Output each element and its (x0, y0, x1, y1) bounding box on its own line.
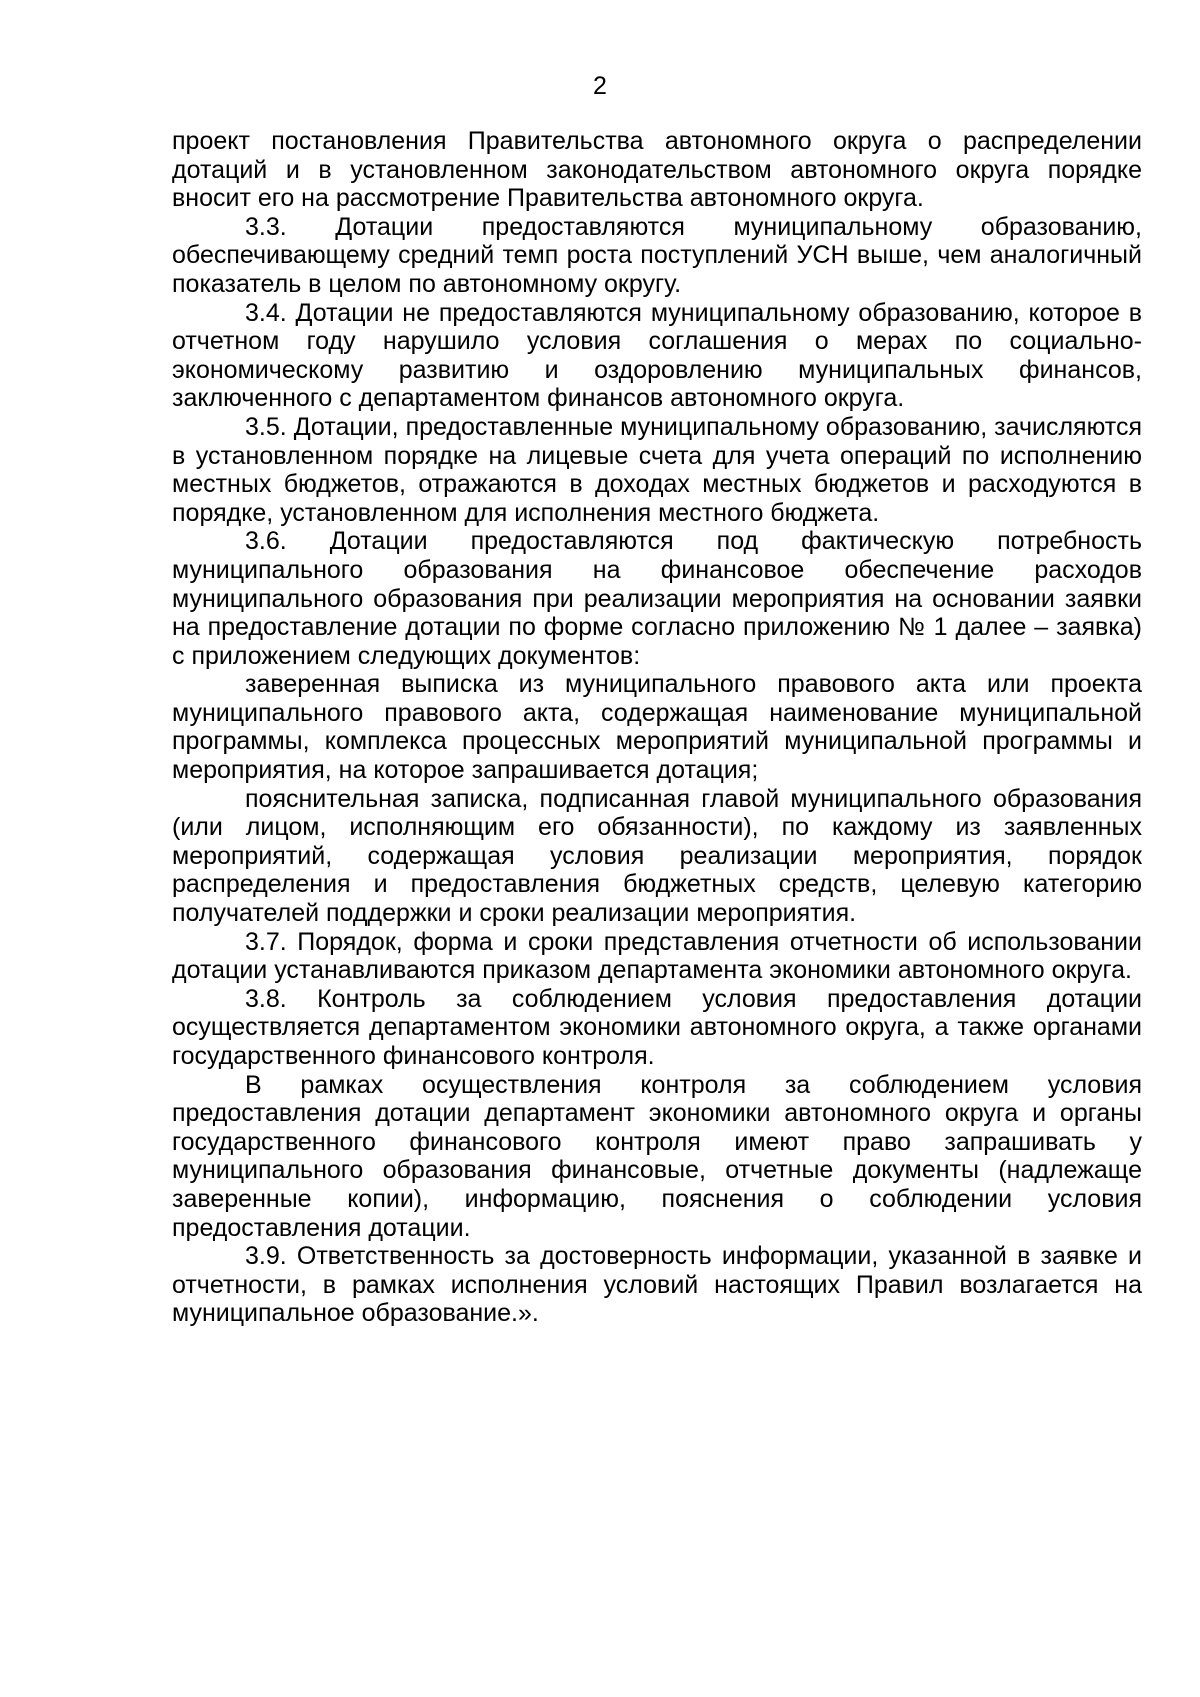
paragraph-intro-continuation: проект постановления Правительства автономного округа о распределении дотаций и в установленном законодательством автономного округа порядке вносит его на рассмотрение Правительства автономного округа. (172, 127, 1142, 213)
paragraph-3-9: 3.9. Ответственность за достоверность информации, указанной в заявке и отчетности, в рамках исполнения условий настоящих Правил возлагается на муниципальное образование.». (172, 1242, 1142, 1328)
paragraph-3-8: 3.8. Контроль за соблюдением условия предоставления дотации осуществляется департаментом экономики автономного округа, а также органами государственного финансового контроля. (172, 984, 1142, 1070)
document-body (172, 127, 1142, 1328)
page-number: 2 (593, 72, 607, 100)
paragraph-3-7: 3.7. Порядок, форма и сроки представления отчетности об использовании дотации устанавливаются приказом департамента экономики автономного округа. (172, 927, 1142, 985)
paragraph-3-6-item-extract: заверенная выписка из муниципального правового акта или проекта муниципального правового акта, содержащая наименование муниципальной программы, комплекса процессных мероприятий муниципальной программы и мероприятия, на которое запрашивается дотация; (172, 670, 1142, 785)
paragraph-3-8-control: В рамках осуществления контроля за соблюдением условия предоставления дотации департамент экономики автономного округа и органы государственного финансового контроля имеют право запрашивать у муниципального образования финансовые, отчетные документы (надлежаще заверенные копии), информацию, пояснения о соблюдении условия предоставления дотации. (172, 1070, 1142, 1242)
paragraph-3-4: 3.4. Дотации не предоставляются муниципальному образованию, которое в отчетном году нарушило условия соглашения о мерах по социально-экономическому развитию и оздоровлению муниципальных финансов, заключенного с департаментом финансов автономного округа. (172, 298, 1142, 413)
paragraph-3-6-item-note: пояснительная записка, подписанная главой муниципального образования (или лицом, исполняющим его обязанности), по каждому из заявленных мероприятий, содержащая условия реализации мероприятия, порядок распределения и предоставления бюджетных средств, целевую категорию получателей поддержки и сроки реализации мероприятия. (172, 784, 1142, 928)
paragraph-3-6: 3.6. Дотации предоставляются под фактическую потребность муниципального образования на финансовое обеспечение расходов муниципального образования при реализации мероприятия на основании заявки на предоставление дотации по форме согласно приложению № 1 далее – заявка) с приложением следующих документов: (172, 527, 1142, 670)
paragraph-3-5: 3.5. Дотации, предоставленные муниципальному образованию, зачисляются в установленном порядке на лицевые счета для учета операций по исполнению местных бюджетов, отражаются в доходах местных бюджетов и расходуются в порядке, установленном для исполнения местного бюджета. (172, 412, 1142, 527)
paragraph-3-3: 3.3. Дотации предоставляются муниципальному образованию, обеспечивающему средний темп роста поступлений УСН выше, чем аналогичный показатель в целом по автономному округу. (172, 212, 1142, 298)
